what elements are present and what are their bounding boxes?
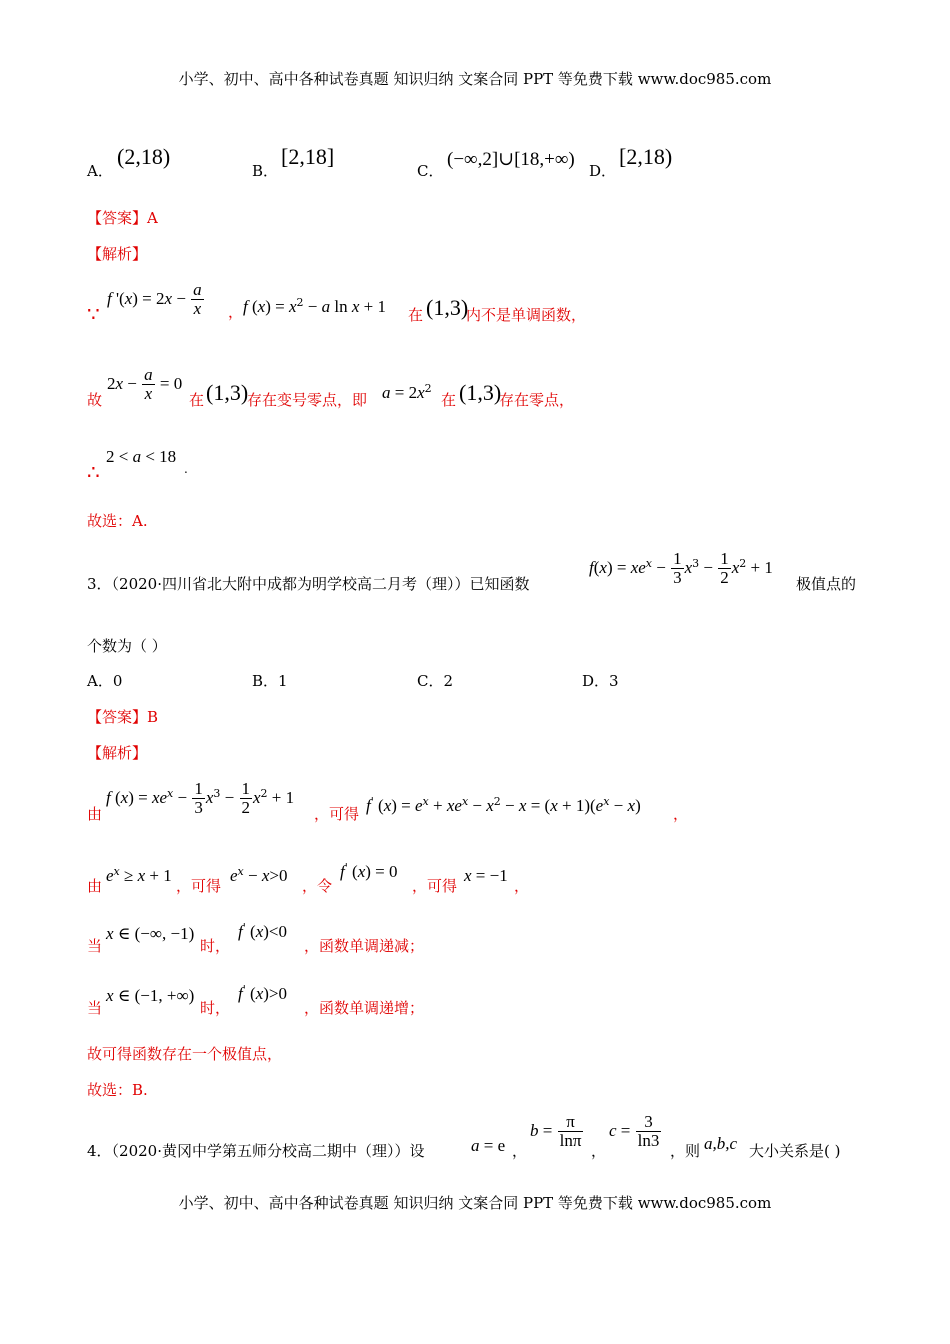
q4-stem-suffix: ，则 [670, 1142, 701, 1160]
text-you: 由 [87, 805, 103, 823]
q4-c-value: c = $\frac{3}{\ln 3}$ [609, 1112, 660, 1150]
a-equals-2x2: $a = 2x^2$ [382, 382, 432, 402]
q2-analysis-label: 【解析】 [87, 245, 148, 263]
text-you-2: 由 [87, 877, 103, 895]
interval-1-3-c: (1,3) [459, 380, 502, 405]
because-symbol: ∵ [87, 302, 100, 326]
comma-2: ， [673, 805, 689, 823]
q2-conclusion: 故选：A. [87, 512, 148, 530]
page-footer: 小学、初中、高中各种试卷真题 知识归纳 文案合同 PPT 等免费下载 www.doc985.com [178, 1194, 772, 1212]
option-b-value: [2,18] [281, 144, 335, 169]
q3-stem-line2: 个数为（ ） [87, 637, 167, 655]
q4-sep-2: ， [591, 1142, 607, 1160]
ex-ineq: $e^x \ge x + 1$ [106, 865, 172, 885]
derivative-formula: f '(x) = 2x − $\frac{a}{x}$ [107, 280, 202, 318]
q3-function-repeat: f $(x) = xe^x$ − $\frac{1}{3}$ $x^3$ − $\frac{1}{2}$ $x^2 + 1$ [106, 779, 295, 817]
option-b-label: B． [252, 162, 279, 180]
option-d-value: [2,18) [619, 144, 673, 169]
q4-sep-1: ， [512, 1142, 528, 1160]
function-formula: f $(x) = x^2 - a$ ln x + 1 [243, 296, 386, 316]
derivative-positive: f' (x)>0 [238, 983, 287, 1003]
range-inequality: 2 < a < 18 [106, 447, 177, 466]
q4-stem-prefix: 4．（2020·黄冈中学第五师分校高二期中（理））设 [87, 1142, 425, 1160]
option-c-value: (−∞,2]∪[18,+∞) [447, 149, 575, 170]
interval-1-3: (1,3) [426, 295, 469, 320]
comma: ， [228, 303, 244, 321]
q4-vars: a,b,c [704, 1134, 738, 1153]
page-header: 小学、初中、高中各种试卷真题 知识归纳 文案合同 PPT 等免费下载 www.doc985.com [178, 70, 772, 88]
text-ke-de-3: ，可得 [412, 877, 458, 895]
text-zai-2: 在 [189, 391, 205, 409]
q3-stem-suffix: 极值点的 [796, 575, 857, 593]
text-gu: 故 [87, 391, 103, 409]
text-dang: 当 [87, 937, 103, 955]
period: . [184, 462, 188, 476]
text-ling: ，令 [302, 877, 333, 895]
text-has-zero: 存在零点， [499, 391, 575, 409]
ex-minus-x-positive: $e^x - x>0$ [230, 865, 288, 885]
text-dang-2: 当 [87, 999, 103, 1017]
q3-option-d: D．3 [582, 672, 619, 690]
q4-b-value: b = $\frac{\pi}{\ln\pi}$ [530, 1112, 582, 1150]
q3-function: $f(x) = xe^x$ − $\frac{1}{3}$ $x^3$ − $\frac{1}{2}$ $x^2 + 1$ [589, 549, 773, 587]
text-zai-3: 在 [441, 391, 457, 409]
q3-extreme-point: 故可得函数存在一个极值点， [87, 1045, 283, 1063]
q2-answer: 【答案】A [87, 209, 158, 227]
q3-option-c: C．2 [417, 672, 454, 690]
text-decreasing: ，函数单调递减； [304, 937, 425, 955]
q3-analysis-label: 【解析】 [87, 744, 148, 762]
text-shi: 时， [200, 937, 231, 955]
q3-stem-prefix: 3．（2020·四川省北大附中成都为明学校高二月考（理））已知函数 [87, 575, 530, 593]
q3-answer: 【答案】B [87, 708, 159, 726]
q3-conclusion: 故选：B. [87, 1081, 148, 1099]
q3-derivative: f' $(x) = e^x + xe^x - x^2 - x = (x + 1)(e^x - x)$ [366, 795, 641, 815]
q3-option-a: A．0 [87, 672, 123, 690]
comma-3: ， [514, 877, 530, 895]
derivative-zero: f' (x) = 0 [340, 861, 398, 881]
text-zai: 在 [408, 306, 424, 324]
x-equals-minus-1: x = −1 [464, 866, 508, 885]
option-a-value: (2,18) [117, 144, 171, 169]
interval-pos-inf: x ∈ (−1, +∞) [106, 986, 195, 1005]
q4-stem-end: 大小关系是( ) [749, 1142, 841, 1160]
interval-1-3-b: (1,3) [206, 380, 249, 405]
text-ke-de-2: ，可得 [176, 877, 222, 895]
text-shi-2: 时， [200, 999, 231, 1017]
q4-a-value: a = e [471, 1136, 506, 1155]
option-d-label: D． [589, 162, 617, 180]
derivative-negative: f' (x)<0 [238, 921, 287, 941]
therefore-symbol: ∴ [87, 460, 100, 484]
text-ke-de: ，可得 [314, 805, 360, 823]
option-a-label: A． [87, 162, 113, 180]
zero-equation: 2x − $\frac{a}{x}$ = 0 [107, 365, 183, 403]
text-sign-change: 存在变号零点，即 [247, 391, 368, 409]
text-increasing: ，函数单调递增； [304, 999, 425, 1017]
option-c-label: C． [417, 162, 444, 180]
text-not-monotonic: 内不是单调函数， [466, 306, 587, 324]
q3-option-b: B．1 [252, 672, 288, 690]
interval-neg-inf: x ∈ (−∞, −1) [106, 924, 195, 943]
